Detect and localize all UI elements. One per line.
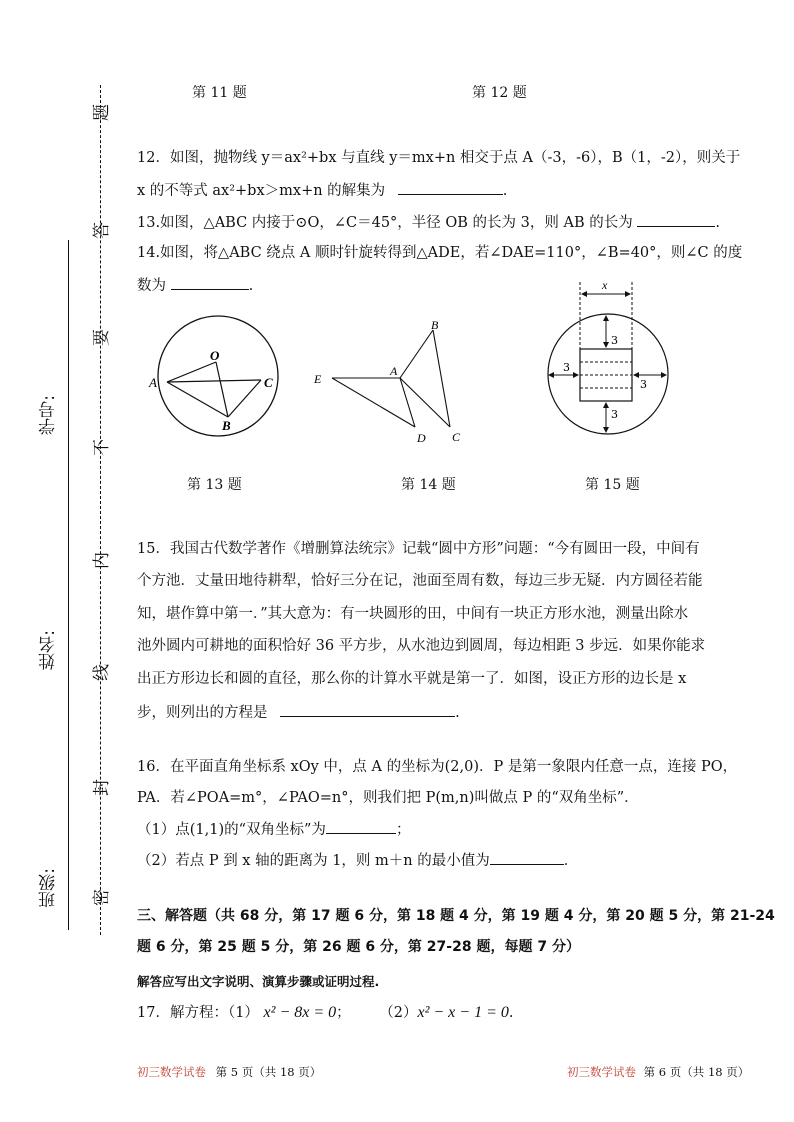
seal-char: 不 — [92, 439, 112, 456]
period: . — [248, 278, 254, 294]
seal-char: 题 — [92, 104, 112, 121]
answer-blank-14[interactable] — [171, 275, 249, 290]
question-13 — [137, 212, 720, 233]
question-15-line: 个方池．丈量田地待耕犁，恰好三分在记，池面至周有数，每边三步无疑．内方圆径若能 — [137, 573, 703, 589]
label-e: E — [314, 372, 322, 386]
label-x: x — [602, 278, 608, 292]
question-16-sub1 — [137, 819, 410, 840]
figure-caption-12: 第 12 题 — [472, 85, 527, 101]
footer-right-page: 第 6 页（共 18 页） — [643, 1065, 750, 1079]
period: . — [502, 183, 508, 199]
answer-blank-13[interactable] — [637, 212, 715, 227]
label-c: C — [264, 375, 273, 390]
binding-solid-line — [68, 240, 69, 930]
label-o: O — [210, 348, 220, 363]
figure-15-square-in-circle — [540, 272, 670, 447]
question-14-line2 — [137, 275, 253, 296]
question-15-text: 步，则列出的方程是 — [137, 705, 268, 721]
section-3-heading-line1: 三、解答题（共 68 分，第 17 题 6 分，第 18 题 4 分，第 19 题 4 分，第 20 题 5 分，第 21-24 — [137, 908, 775, 924]
section-3-note: 解答应写出文字说明、演算步骤或证明过程. — [137, 974, 380, 989]
segment-ao — [167, 362, 216, 382]
period: . — [508, 1005, 514, 1021]
equation-2: x² − x − 1 = 0 — [417, 1004, 509, 1021]
question-14-text: 数为 — [137, 278, 166, 294]
question-15-line: 知，堪作算中第一．”其大意为：有一块圆形的田，中间有一块正方形水池，测量出除水 — [137, 606, 689, 622]
footer-right — [567, 1064, 749, 1080]
label-a: A — [390, 364, 398, 378]
period: . — [715, 215, 720, 231]
label-3-right: 3 — [640, 378, 647, 391]
section-3-heading-line2: 题 6 分，第 25 题 5 分，第 26 题 6 分，第 27-28 题，每题 7 分） — [137, 939, 580, 955]
figure-caption-13: 第 13 题 — [187, 477, 242, 493]
name-label: 姓名: — [39, 630, 59, 670]
label-b: B — [431, 318, 439, 332]
question-13-text: 13.如图，△ABC 内接于⊙O，∠C＝45°，半径 OB 的长为 3，则 AB 的长为 — [137, 215, 633, 231]
question-17 — [137, 1003, 513, 1023]
answer-blank-16-2[interactable] — [490, 850, 564, 865]
figure-caption-15: 第 15 题 — [585, 477, 640, 493]
footer-left-title: 初三数学试卷 — [137, 1065, 206, 1079]
segment-ob — [216, 362, 228, 417]
class-label: 班级: — [39, 868, 59, 908]
segment-ac — [167, 380, 261, 382]
segment-ab — [400, 330, 433, 378]
question-16-line1: 16．在平面直角坐标系 xOy 中，点 A 的坐标为(2,0)．P 是第一象限内任意一点，连接 PO， — [137, 759, 738, 775]
footer-right-title: 初三数学试卷 — [567, 1065, 636, 1079]
question-15-line: 池外圆内可耕地的面积恰好 36 平方步，从水池边到圆周，每边相距 3 步远．如果你能求 — [137, 638, 706, 654]
student-id-label: 学号: — [39, 395, 59, 435]
question-15-line: 15．我国古代数学著作《增删算法统宗》记载“圆中方形”问题：“今有圆田一段，中间有 — [137, 541, 700, 557]
label-3-bottom: 3 — [611, 408, 618, 421]
circle-o — [158, 316, 278, 436]
question-16-line2: PA．若∠POA=m°，∠PAO=n°，则我们把 P(m,n)叫做点 P 的“双角坐标”． — [137, 790, 639, 806]
seal-char: 线 — [92, 664, 112, 681]
question-15-line — [137, 702, 460, 723]
label-3-left: 3 — [563, 361, 570, 374]
segment-cb — [228, 380, 261, 417]
question-16-sub1-text: （1）点(1,1)的“双角坐标”为 — [137, 822, 326, 838]
separator: ； — [336, 1005, 351, 1021]
question-14-line1: 14.如图，将△ABC 绕点 A 顺时针旋转得到△ADE，若∠DAE=110°，∠B=40°，则∠C 的度 — [137, 245, 743, 261]
circle-field — [548, 314, 668, 434]
seal-char: 答 — [92, 222, 112, 239]
figure-caption-11: 第 11 题 — [192, 85, 247, 101]
question-17-part2: （2） — [379, 1005, 418, 1021]
semicolon: ； — [395, 822, 411, 838]
label-d: D — [417, 431, 426, 445]
question-12-line2 — [137, 180, 507, 201]
label-a: A — [149, 375, 157, 390]
answer-blank-16-1[interactable] — [326, 819, 396, 834]
answer-blank-15[interactable] — [280, 702, 455, 717]
figure-14-rotation-diagram — [305, 315, 475, 450]
figure-13-circle-diagram — [140, 310, 290, 440]
seal-char: 内 — [92, 552, 112, 569]
label-3-top: 3 — [611, 334, 618, 347]
question-16-sub2 — [137, 850, 578, 871]
period: ． — [563, 853, 579, 869]
seal-char: 封 — [92, 779, 112, 796]
period: . — [455, 705, 460, 721]
label-c: C — [452, 430, 461, 444]
seal-char: 要 — [92, 329, 112, 346]
question-12-text: x 的不等式 ax²+bx＞mx+n 的解集为 — [137, 183, 386, 199]
footer-left-page: 第 5 页（共 18 页） — [215, 1065, 322, 1079]
equation-1: x² − 8x = 0 — [263, 1004, 337, 1021]
answer-blank-12[interactable] — [398, 180, 503, 195]
question-16-sub2-text: （2）若点 P 到 x 轴的距离为 1，则 m＋n 的最小值为 — [137, 853, 490, 869]
seal-char: 密 — [92, 889, 112, 906]
question-12-line1: 12．如图，抛物线 y＝ax²+bx 与直线 y＝mx+n 相交于点 A（-3，-6），B（1，-2），则关于 — [137, 150, 741, 166]
question-15-line: 出正方形边长和圆的直径，那么你的计算水平就是第一了．如图，设正方形的边长是 x — [137, 671, 687, 687]
label-b: B — [222, 418, 231, 433]
binding-dashed-line — [100, 85, 101, 935]
figure-caption-14: 第 14 题 — [401, 477, 456, 493]
question-17-prefix: 17．解方程：（1） — [137, 1005, 259, 1021]
segment-ab — [167, 382, 228, 417]
footer-left — [137, 1064, 321, 1080]
